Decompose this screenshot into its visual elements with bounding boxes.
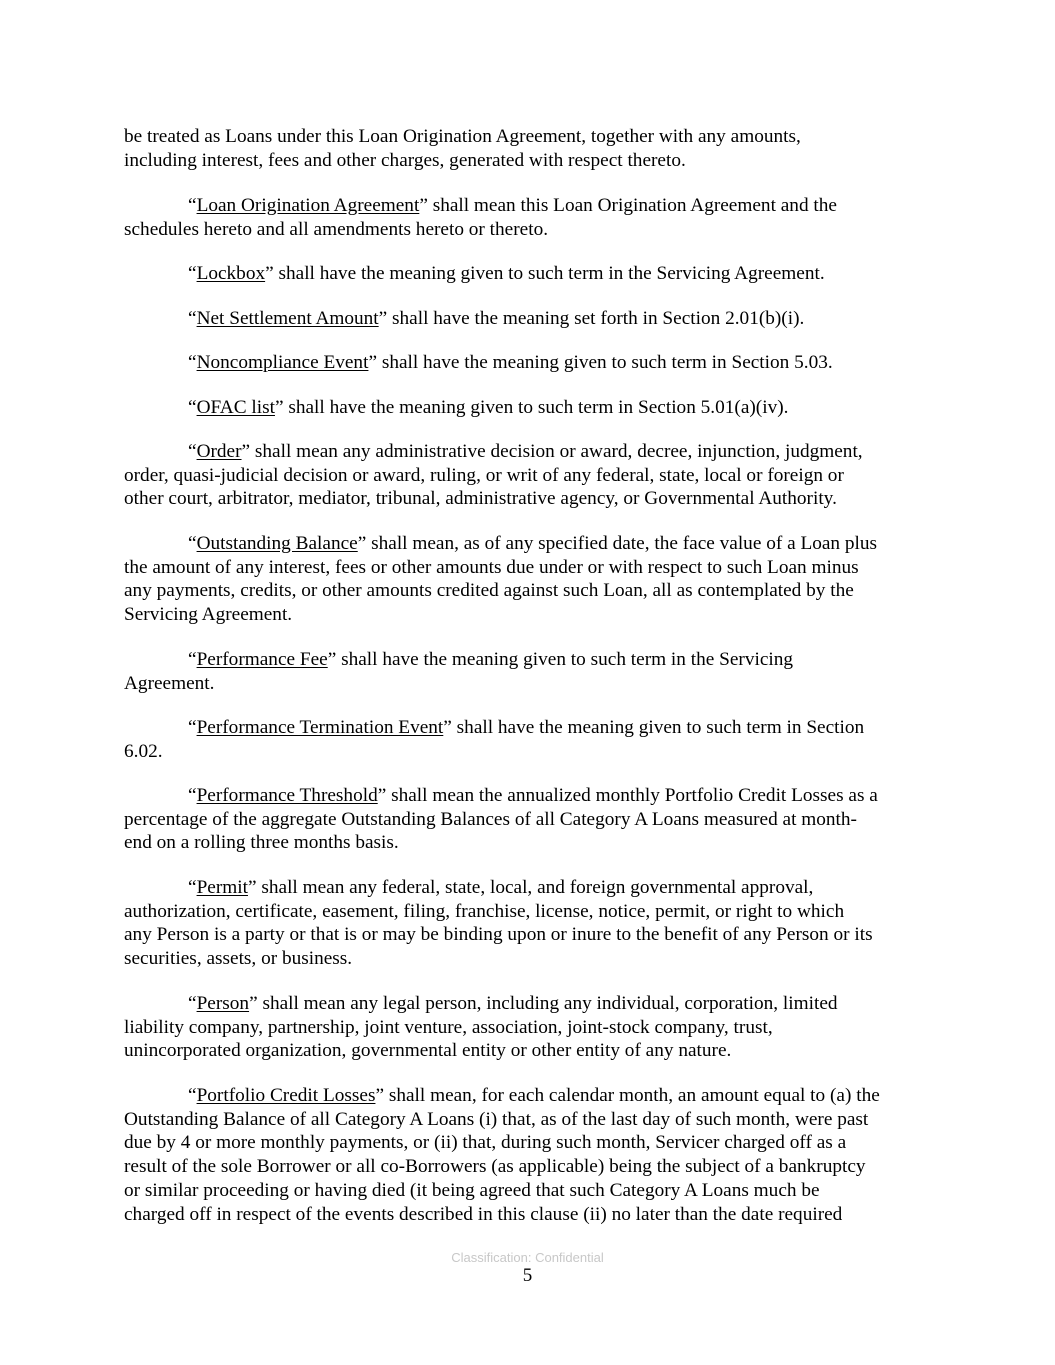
text-line: liability company, partnership, joint venture, association, joint-stock company, trust, — [124, 1016, 773, 1038]
open-quote: “ — [188, 877, 197, 898]
defined-term: Portfolio Credit Losses — [196, 1085, 376, 1106]
definition-loan-origination-agreement — [124, 194, 934, 241]
text-line: “Loan Origination Agreement” shall mean this Loan Origination Agreement and the — [188, 195, 837, 216]
text-line: any Person is a party or that is or may be binding upon or inure to the benefit of any Person or its — [124, 924, 873, 946]
text-line: unincorporated organization, governmental entity or other entity of any nature. — [124, 1040, 732, 1062]
definition-performance-threshold — [124, 784, 934, 855]
classification-label: Classification: Confidential — [451, 1250, 604, 1265]
text-line: including interest, fees and other charges, generated with respect thereto. — [124, 149, 686, 171]
text-line: “Net Settlement Amount” shall have the meaning set forth in Section 2.01(b)(i). — [188, 308, 805, 329]
definition-outstanding-balance — [124, 532, 934, 627]
open-quote: “ — [188, 308, 197, 329]
defined-term: Noncompliance Event — [196, 352, 369, 373]
text-line: “Person” shall mean any legal person, including any individual, corporation, limited — [188, 993, 838, 1014]
text-line: “Performance Termination Event” shall have the meaning given to such term in Section — [188, 717, 865, 738]
open-quote: “ — [188, 717, 197, 738]
defined-term: Outstanding Balance — [196, 533, 358, 554]
open-quote: “ — [188, 397, 197, 418]
text-line: end on a rolling three months basis. — [124, 832, 399, 854]
text-line: “Performance Fee” shall have the meaning given to such term in the Servicing — [188, 649, 794, 670]
text-line: “OFAC list” shall have the meaning given to such term in Section 5.01(a)(iv). — [188, 397, 789, 418]
defined-term: Order — [196, 441, 242, 462]
defined-term: Person — [196, 993, 250, 1014]
defined-term: Loan Origination Agreement — [196, 195, 420, 216]
definition-noncompliance-event — [124, 351, 934, 375]
text-line: order, quasi-judicial decision or award, ruling, or writ of any federal, state, local or foreign or — [124, 464, 844, 486]
text-line: authorization, certificate, easement, filing, franchise, license, notice, permit, or right to which — [124, 900, 845, 922]
defined-term: Net Settlement Amount — [196, 308, 379, 329]
open-quote: “ — [188, 785, 197, 806]
defined-term: Permit — [196, 877, 248, 898]
text-line: “Lockbox” shall have the meaning given to such term in the Servicing Agreement. — [188, 263, 825, 284]
text-line: 6.02. — [124, 740, 163, 762]
text-line: “Permit” shall mean any federal, state, local, and foreign governmental approval, — [188, 877, 814, 898]
continuation-paragraph — [124, 125, 934, 172]
text-line: “Outstanding Balance” shall mean, as of any specified date, the face value of a Loan plus — [188, 533, 878, 554]
text-line: charged off in respect of the events described in this clause (ii) no later than the date required — [124, 1203, 843, 1225]
text-line: “Order” shall mean any administrative decision or award, decree, injunction, judgment, — [188, 441, 863, 462]
definition-portfolio-credit-losses — [124, 1084, 934, 1226]
text-line: other court, arbitrator, mediator, tribunal, administrative agency, or Governmental Authority. — [124, 488, 837, 510]
open-quote: “ — [188, 649, 197, 670]
defined-term: Performance Threshold — [196, 785, 378, 806]
text-line: percentage of the aggregate Outstanding Balances of all Category A Loans measured at month- — [124, 808, 857, 830]
text-line: Servicing Agreement. — [124, 604, 293, 626]
text-line: Outstanding Balance of all Category A Loans (i) that, as of the last day of such month, were past — [124, 1108, 869, 1130]
text-line: “Performance Threshold” shall mean the annualized monthly Portfolio Credit Losses as a — [188, 785, 878, 806]
definition-performance-termination-event — [124, 716, 934, 763]
text-line: “Portfolio Credit Losses” shall mean, for each calendar month, an amount equal to (a) the — [188, 1085, 880, 1106]
text-line: schedules hereto and all amendments hereto or thereto. — [124, 218, 549, 240]
definition-performance-fee — [124, 648, 934, 695]
text-line: securities, assets, or business. — [124, 948, 353, 970]
definition-person — [124, 992, 934, 1063]
text-line: or similar proceeding or having died (it being agreed that such Category A Loans much be — [124, 1179, 820, 1201]
defined-term: OFAC list — [196, 397, 275, 418]
open-quote: “ — [188, 352, 197, 373]
text-line: due by 4 or more monthly payments, or (ii) that, during such month, Servicer charged off as a — [124, 1132, 847, 1154]
page-number: 5 — [522, 1265, 533, 1286]
text-line: be treated as Loans under this Loan Origination Agreement, together with any amounts, — [124, 126, 801, 147]
text-line: the amount of any interest, fees or other amounts due under or with respect to such Loan minus — [124, 556, 859, 578]
defined-term: Performance Termination Event — [196, 717, 444, 738]
text-line: Agreement. — [124, 672, 215, 694]
text-line: any payments, credits, or other amounts credited against such Loan, all as contemplated by the — [124, 580, 854, 602]
open-quote: “ — [188, 441, 197, 462]
definition-permit — [124, 876, 934, 971]
defined-term: Performance Fee — [196, 649, 328, 670]
definition-ofac-list — [124, 396, 934, 420]
open-quote: “ — [188, 195, 197, 216]
open-quote: “ — [188, 263, 197, 284]
definition-net-settlement-amount — [124, 307, 934, 331]
open-quote: “ — [188, 993, 197, 1014]
definition-lockbox — [124, 262, 934, 286]
text-line: “Noncompliance Event” shall have the meaning given to such term in Section 5.03. — [188, 352, 833, 373]
definition-order — [124, 440, 934, 511]
text-line: result of the sole Borrower or all co-Borrowers (as applicable) being the subject of a bankruptcy — [124, 1156, 866, 1178]
defined-term: Lockbox — [196, 263, 266, 284]
open-quote: “ — [188, 1085, 197, 1106]
open-quote: “ — [188, 533, 197, 554]
